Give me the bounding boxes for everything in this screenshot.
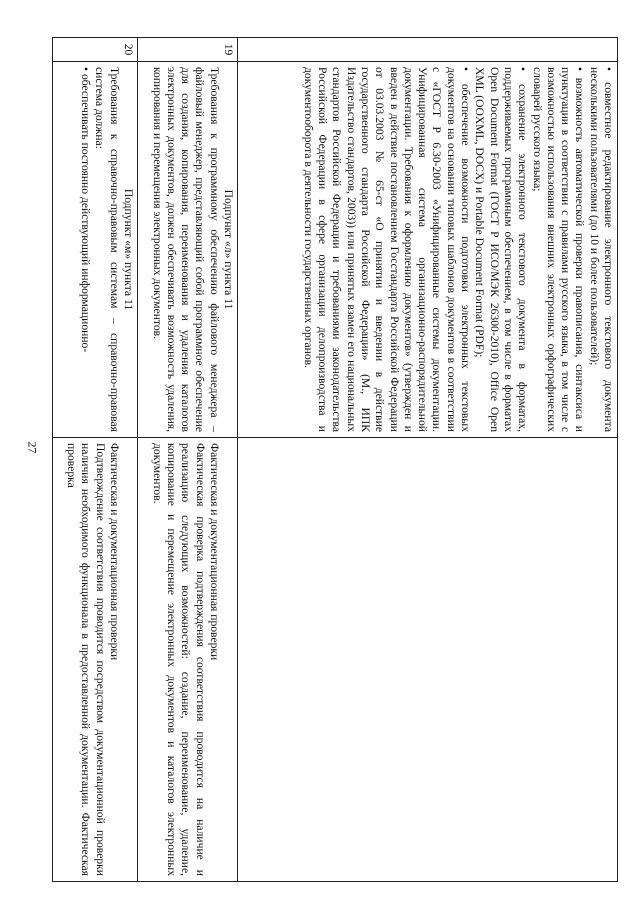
bullet-templates: • обеспечение возможности подготовки электронных текстовых документов на основании типовых шаблонов документов в соответствии с «ГОСТ Р 6.30-2003 «Унифицированные системы документации. Унифицированная система организационно-распорядительной документации. Требования к оформлению документов» (утвержден и введен в действие постановлением Госстандарта Российской Федерации от 03.03.2003 № 65-ст «О принятии и введении в действие государственного стандарта Российской Федерации» (М., ИПК Издательство стандартов, 2003)) или принятых взамен его национальных стандартов Российской Федерации и требованиями законодательства Российской Федерации в сфере организации делопроизводства и документооборота в деятельности государственных органов. xyxy=(301,67,473,432)
requirement-text: Требования к программному обеспечению файлового менеджера – файловый менеджер, представляющий собой программное обеспечение для создания, копирования, переименования и удаления каталогов электронных документов, должен обеспечивать возможность удаления, копирования и перемещения электронных документов. xyxy=(150,67,221,432)
bullet-spellcheck: • возможность автоматической проверки правописания, синтаксиса и пунктуации в соответствии с правилами русского языка, в том числе с возможностью использования внешних электронных орфографических словарей русского языка; xyxy=(530,67,587,432)
page-number: 27 xyxy=(25,441,40,454)
requirement-cell xyxy=(238,62,618,438)
rotated-table-container xyxy=(52,37,618,881)
row-subheading: Подпункт «л» пункта 11 xyxy=(222,189,235,310)
bullet-coediting: • совместное редактирование электронного текстового документа несколькими пользователями (до 10 и более пользователей); xyxy=(587,67,615,432)
row-number-cell: 20 xyxy=(53,38,138,62)
check-type: Фактическая и документационная проверки xyxy=(108,443,121,661)
row-number-cell xyxy=(238,38,618,62)
check-description: Фактическая проверка подтверждения соответствия проводится на наличие и реализацию следующих возможностей: создание, переименование, удаление, копирование и перемещение электронных документов и каталогов электронных документов. xyxy=(150,443,207,876)
requirement-cell xyxy=(53,62,138,438)
check-type: Фактическая и документационная проверки xyxy=(208,443,221,661)
table-row xyxy=(53,38,138,882)
row-number-cell: 19 xyxy=(138,38,238,62)
check-description: Подтверждение соответствия проводится посредством документационной проверки наличия необходимого функционала в предоставленной документации. Фактическая проверка xyxy=(65,443,107,876)
check-cell xyxy=(53,438,138,882)
check-cell xyxy=(238,438,618,882)
bullet-save-formats: • сохранение электронного текстового документа в форматах, поддерживаемых программным обеспечением, в том числе в форматах Open Document Format (ГОСТ Р ИСО/МЭК 26300-2010), Office Open XML (OOXML, DOCX) и Portable Document Format (PDF); xyxy=(473,67,530,432)
requirements-table xyxy=(52,37,618,882)
requirement-intro: Требования к справочно-правовым системам – справочно-правовая система должна: xyxy=(93,67,121,432)
requirement-cell xyxy=(138,62,238,438)
table-row xyxy=(238,38,618,882)
table-row xyxy=(138,38,238,882)
requirement-bullet: • обеспечивать постоянно действующий информационно- xyxy=(79,67,93,353)
check-cell xyxy=(138,438,238,882)
row-subheading: Подпункт «м» пункта 11 xyxy=(122,188,135,311)
